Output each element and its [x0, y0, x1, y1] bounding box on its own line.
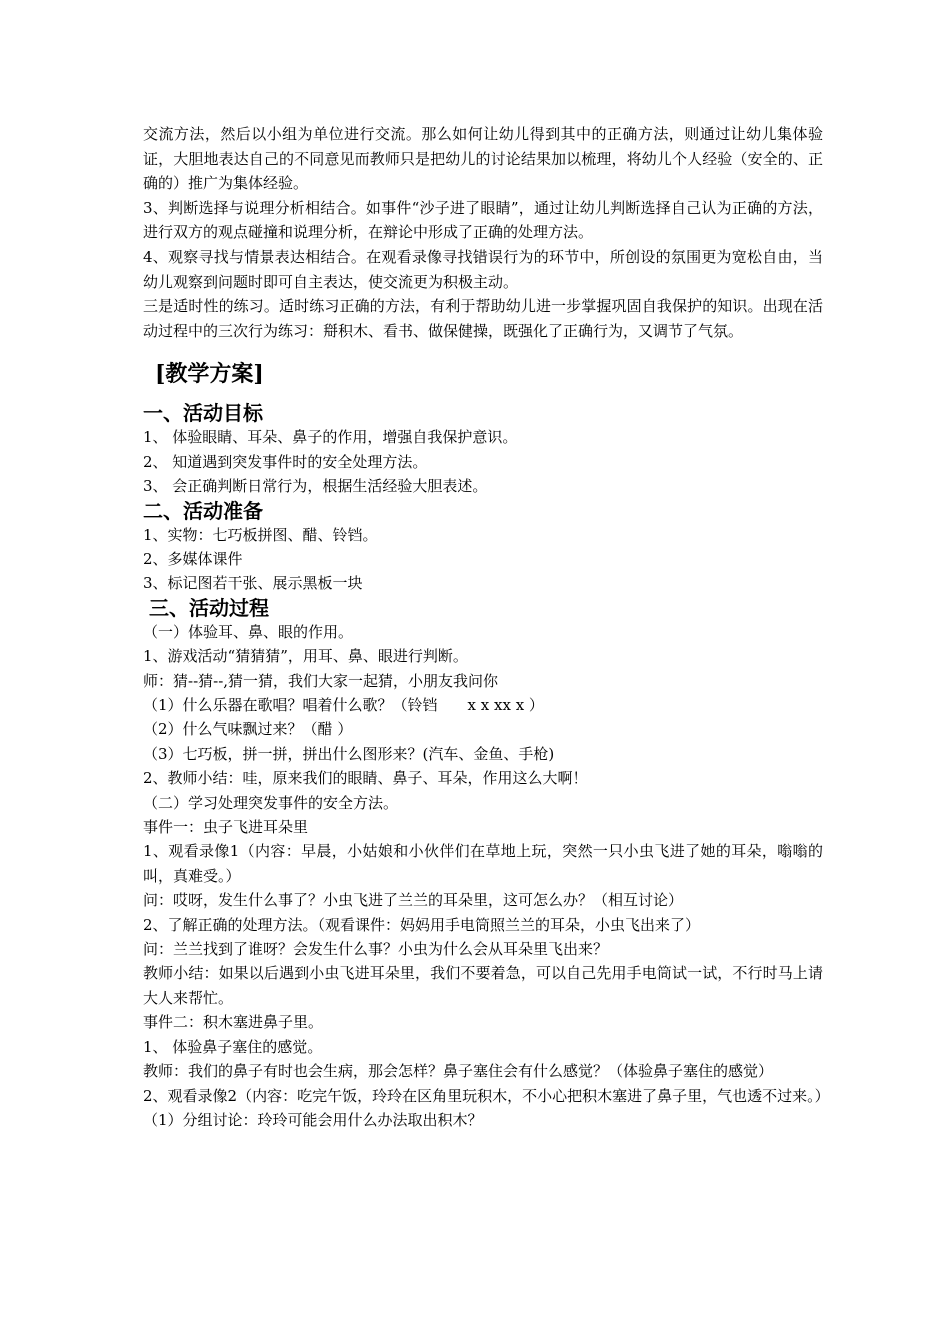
list-item: 2、了解正确的处理方法。（观看课件：妈妈用手电筒照兰兰的耳朵，小虫飞出来了） [143, 915, 701, 934]
list-item: （二）学习处理突发事件的安全方法。 [143, 793, 399, 812]
section-heading-process: 三、活动过程 [149, 595, 269, 620]
section-heading-goals: 一、活动目标 [143, 401, 263, 426]
list-item: 师：猜--猜--,猜一猜，我们大家一起猜，小朋友我问你 [143, 671, 499, 690]
goals-list [143, 425, 823, 498]
list-item: 1、观看录像1（内容：早晨，小姑娘和小伙伴们在草地上玩，突然一只小虫飞进了她的耳朵，嗡嗡的叫，真难受。） [143, 842, 823, 885]
plan-title: [教学方案] [155, 361, 264, 388]
list-item: 3、标记图若干张、展示黑板一块 [143, 574, 363, 593]
list-item: （2）什么气味飘过来？（醋 ） [143, 720, 353, 739]
section-heading-preparation: 二、活动准备 [143, 498, 263, 523]
intro-paragraph: 4、观察寻找与情景表达相结合。在观看录像寻找错误行为的环节中，所创设的氛围更为宽松自由，当幼儿观察到问题时即可自主表达，使交流更为积极主动。 [143, 247, 823, 291]
preparation-list [143, 523, 823, 596]
list-item: （1）什么乐器在歌唱？唱着什么歌？（铃铛 x x xx x ） [143, 696, 544, 714]
list-item: 教师小结：如果以后遇到小虫飞进耳朵里，我们不要着急，可以自己先用手电筒试一试，不行时马上请大人来帮忙。 [143, 964, 823, 1007]
process-list [143, 620, 830, 1133]
list-item: 3、 会正确判断日常行为，根据生活经验大胆表述。 [143, 477, 488, 496]
list-item: 1、实物：七巧板拼图、醋、铃铛。 [143, 525, 378, 544]
list-item: 2、多媒体课件 [143, 549, 243, 568]
list-item: 1、游戏活动“猜猜猜”，用耳、鼻、眼进行判断。 [143, 647, 468, 666]
intro-paragraph: 交流方法，然后以小组为单位进行交流。那么如何让幼儿得到其中的正确方法，则通过让幼儿集体验证，大胆地表达自己的不同意见而教师只是把幼儿的讨论结果加以梳理，将幼儿个人经验（安全的、正确的）推广为集体经验。 [143, 125, 823, 193]
list-item: （3）七巧板，拼一拼，拼出什么图形来？(汽车、金鱼、手枪) [143, 744, 555, 763]
list-item: 问：哎呀，发生什么事了？小虫飞进了兰兰的耳朵里，这可怎么办？（相互讨论） [143, 891, 684, 910]
list-item: 2、观看录像2（内容：吃完午饭，玲玲在区角里玩积木，不小心把积木塞进了鼻子里，气也透不过来。） [143, 1086, 830, 1105]
list-item: 2、教师小结：哇，原来我们的眼睛、鼻子、耳朵，作用这么大啊！ [143, 769, 588, 788]
list-item: （1）分组讨论：玲玲可能会用什么办法取出积木？ [143, 1110, 483, 1129]
list-item: 1、 体验眼睛、耳朵、鼻子的作用，增强自我保护意识。 [143, 428, 518, 447]
list-item: 教师：我们的鼻子有时也会生病，那会怎样？鼻子塞住会有什么感觉？（体验鼻子塞住的感觉） [143, 1062, 774, 1081]
list-item: 1、 体验鼻子塞住的感觉。 [143, 1037, 323, 1056]
list-item: 2、 知道遇到突发事件时的安全处理方法。 [143, 452, 428, 471]
intro-paragraph: 三是适时性的练习。适时练习正确的方法，有利于帮助幼儿进一步掌握巩固自我保护的知识。出现在活动过程中的三次行为练习：搿积木、看书、做保健操，既强化了正确行为，又调节了气氛。 [143, 297, 823, 340]
intro-paragraph: 3、判断选择与说理分析相结合。如事件“沙子进了眼睛”，通过让幼儿判断选择自己认为正确的方法，进行双方的观点碰撞和说理分析，在辩论中形成了正确的处理方法。 [143, 198, 823, 242]
list-item: （一）体验耳、鼻、眼的作用。 [143, 622, 354, 641]
list-item: 事件一：虫子飞进耳朵里 [143, 818, 309, 837]
document-page [143, 122, 830, 1132]
list-item: 问：兰兰找到了谁呀？会发生什么事？小虫为什么会从耳朵里飞出来？ [143, 940, 609, 959]
list-item: 事件二：积木塞进鼻子里。 [143, 1013, 324, 1032]
